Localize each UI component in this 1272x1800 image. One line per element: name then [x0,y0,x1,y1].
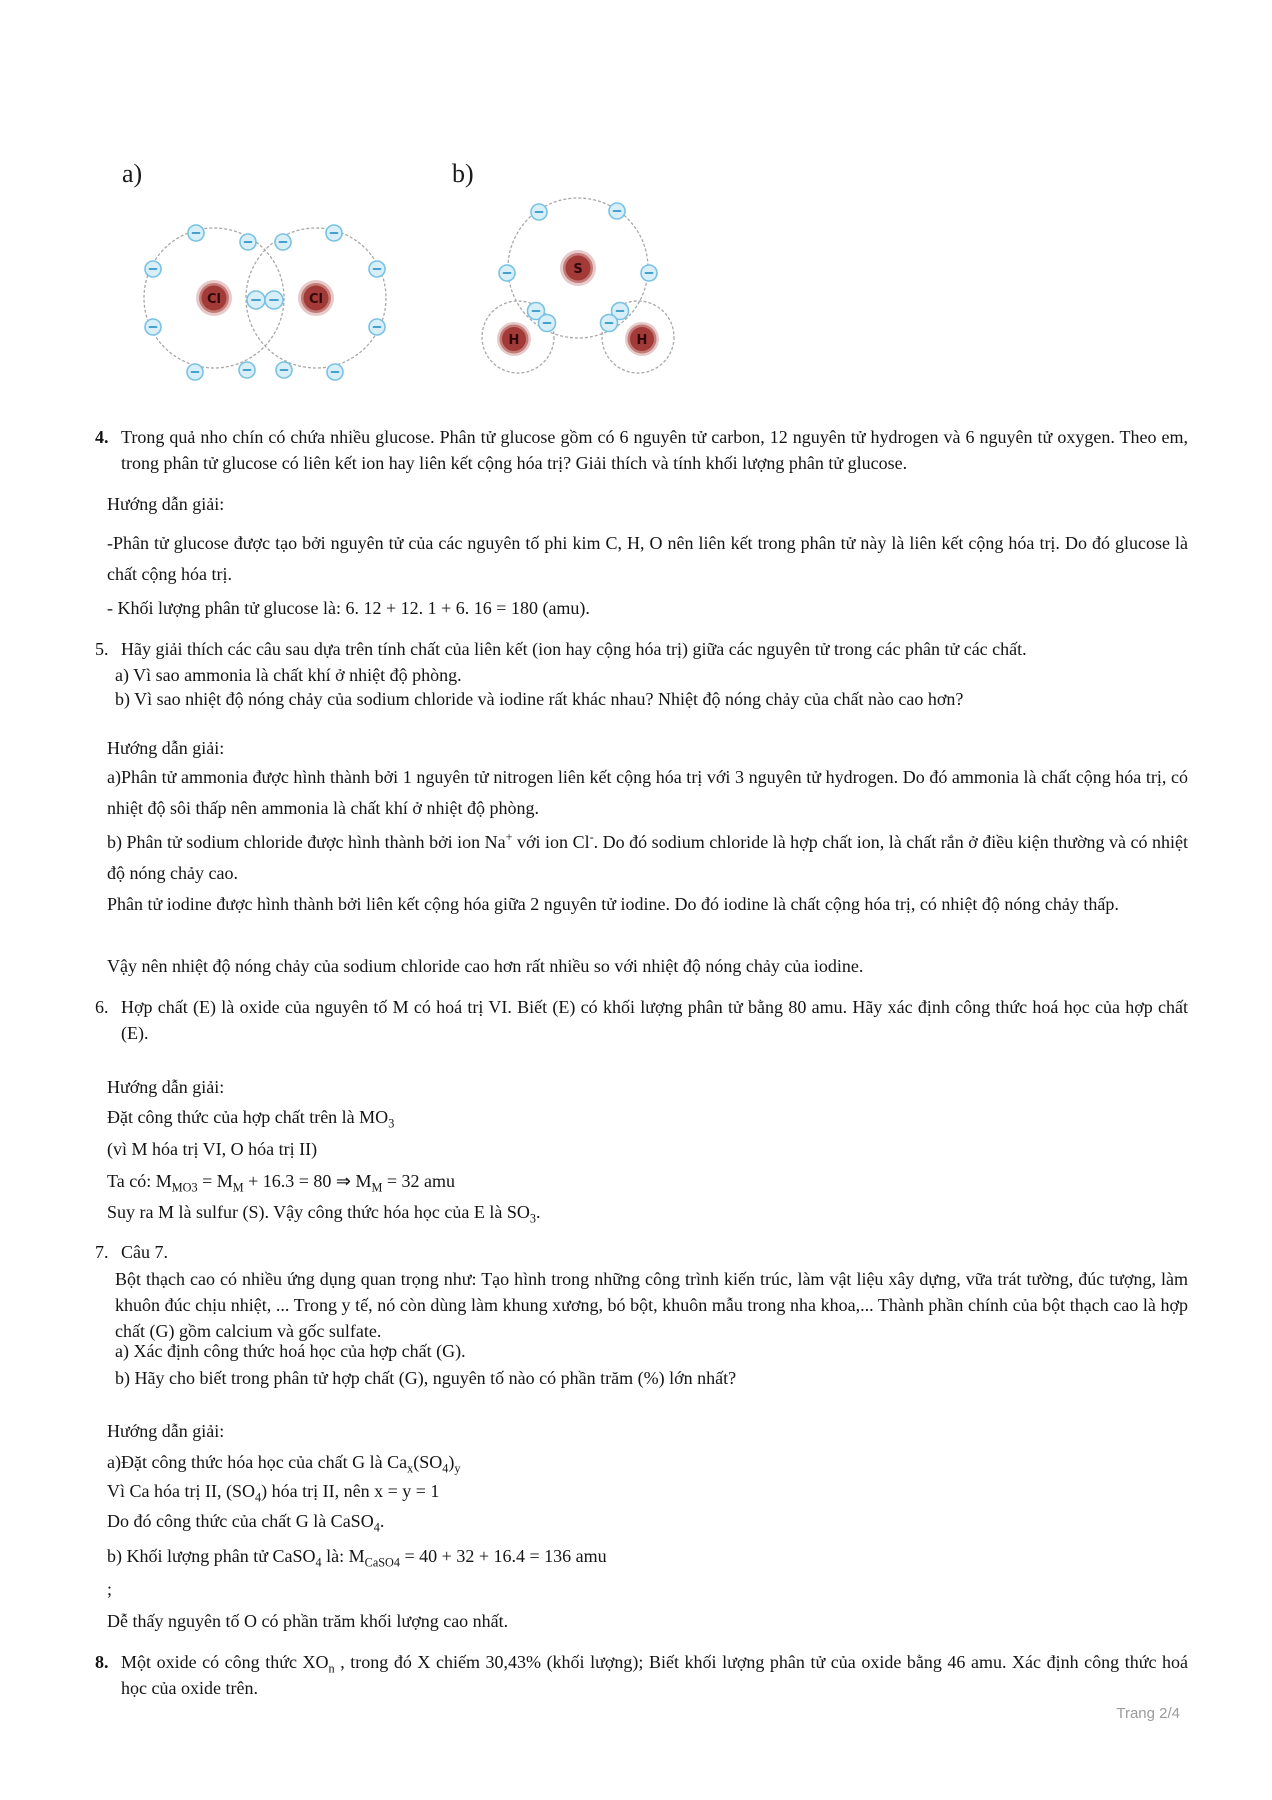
solution-7-line: Vì Ca hóa trị II, $(SO_4)$ hóa trị II, nên x = y = 1 [107,1481,440,1505]
question-number: 6. [95,997,109,1017]
solution-5-line: b) Phân tử sodium chloride được hình thành bởi ion Na+ với ion Cl-. Do đó sodium chloride là hợp chất ion, là chất rắn ở điều kiện thường và có nhiệt độ nóng chảy cao. [107,830,1189,883]
h-nucleus-label: H [636,333,648,348]
question-title: Câu 7. [121,1242,168,1262]
solution-5-title: Hướng dẫn giải: [107,738,225,758]
cl-nucleus-label: Cl [309,292,323,307]
solution-7-line: Do đó công thức của chất G là CaSO$_4$. [107,1511,385,1535]
solution-5-line: a)Phân tử ammonia được hình thành bởi 1 nguyên tử nitrogen liên kết cộng hóa trị với 3 nguyên tử hydrogen. Do đó ammonia là chất cộng hóa trị, có nhiệt độ sôi thấp nên ammonia là chất khí ở nhiệt độ phòng. [107,767,1188,818]
question-7-sub-b: b) Hãy cho biết trong phân tử hợp chất (G), nguyên tố nào có phần trăm (%) lớn nhất? [115,1368,737,1388]
question-7 [95,1239,1188,1265]
question-text: Hãy giải thích các câu sau dựa trên tính chất của liên kết (ion hay cộng hóa trị) giữa các nguyên tử trong các phân tử các chất. [121,639,1027,659]
question-number: 5. [95,639,109,659]
solution-7-line: a)Đặt công thức hóa học của chất G là $Ca_x(SO_4)_y$ [107,1452,461,1476]
solution-6-line: Ta có: $M_{MO3} = M_M + 16.3 = 80$ ⇒ $M_M = 32$ amu [107,1171,456,1195]
question-5-sub-b: b) Vì sao nhiệt độ nóng chảy của sodium chloride và iodine rất khác nhau? Nhiệt độ nóng chảy của chất nào cao hơn? [115,689,964,709]
question-4 [95,424,1188,476]
diagram-a-label: a) [122,159,143,188]
page-number: Trang 2/4 [1116,1705,1180,1722]
solution-6-line: Đặt công thức của hợp chất trên là $MO_3$ [107,1107,395,1131]
solution-5-line: Phân tử iodine được hình thành bởi liên kết cộng hóa giữa 2 nguyên tử iodine. Do đó iodine là chất cộng hóa trị, có nhiệt độ nóng chảy thấp. [107,894,1119,914]
solution-7-line: ; [107,1579,113,1599]
solution-4-line: - Khối lượng phân tử glucose là: 6. 12 + 12. 1 + 6. 16 = 180 (amu). [107,598,590,618]
solution-6-line: (vì M hóa trị VI, O hóa trị II) [107,1139,318,1159]
diagram-b-label: b) [452,159,474,188]
question-7-sub-a: a) Xác định công thức hoá học của hợp chất (G). [115,1341,466,1361]
solution-4-title: Hướng dẫn giải: [107,494,225,514]
question-text: Một oxide có công thức $XO_n$ , trong đó X chiếm 30,43% (khối lượng); Biết khối lượng phân tử của oxide bằng 46 amu. Xác định công thức hoá học của oxide trên. [121,1652,1188,1698]
question-5 [95,636,1188,662]
question-6 [95,994,1188,1046]
question-text: Hợp chất (E) là oxide của nguyên tố M có hoá trị VI. Biết (E) có khối lượng phân tử bằng 80 amu. Hãy xác định công thức hoá học của hợp chất (E). [121,997,1188,1043]
solution-7-title: Hướng dẫn giải: [107,1421,225,1441]
question-number: 7. [95,1242,109,1262]
question-8 [95,1649,1188,1701]
solution-7-line: b) Khối lượng phân tử CaSO$_4$ là: $M_{CaSO4} = 40 + 32 + 16.4 = 136$ amu [107,1546,607,1570]
cl-nucleus-label: Cl [207,292,221,307]
question-5-sub-a: a) Vì sao ammonia là chất khí ở nhiệt độ phòng. [115,665,462,685]
solution-6-title: Hướng dẫn giải: [107,1077,225,1097]
h-nucleus-label: H [508,333,520,348]
page-content [95,0,1188,1800]
solution-4-line: -Phân tử glucose được tạo bởi nguyên tử của các nguyên tố phi kim C, H, O nên liên kết trong phân tử này là liên kết cộng hóa trị. Do đó glucose là chất cộng hóa trị. [107,533,1188,584]
question-number: 4. [95,427,109,447]
question-text: Trong quả nho chín có chứa nhiều glucose. Phân tử glucose gồm có 6 nguyên tử carbon, 12 nguyên tử hydrogen và 6 nguyên tử oxygen. Theo em, trong phân tử glucose có liên kết ion hay liên kết cộng hóa trị? Giải thích và tính khối lượng phân tử glucose. [121,427,1188,473]
solution-5-line: Vậy nên nhiệt độ nóng chảy của sodium chloride cao hơn rất nhiều so với nhiệt độ nóng chảy của iodine. [107,956,864,976]
solution-7-line: Dễ thấy nguyên tố O có phần trăm khối lượng cao nhất. [107,1611,509,1631]
question-number: 8. [95,1652,109,1672]
s-nucleus-label: S [573,262,583,277]
question-7-text: Bột thạch cao có nhiều ứng dụng quan trọng như: Tạo hình trong những công trình kiến trúc, làm vật liệu xây dựng, vữa trát tường, đúc tượng, làm khuôn đúc chịu nhiệt, ... Trong y tế, nó còn dùng làm khung xương, bó bột, khuôn mẫu trong nha khoa,... Thành phần chính của bột thạch cao là hợp chất (G) gồm calcium và gốc sulfate. [115,1269,1188,1341]
solution-6-line: Suy ra M là sulfur (S). Vậy công thức hóa học của E là $SO_3$. [107,1202,541,1226]
